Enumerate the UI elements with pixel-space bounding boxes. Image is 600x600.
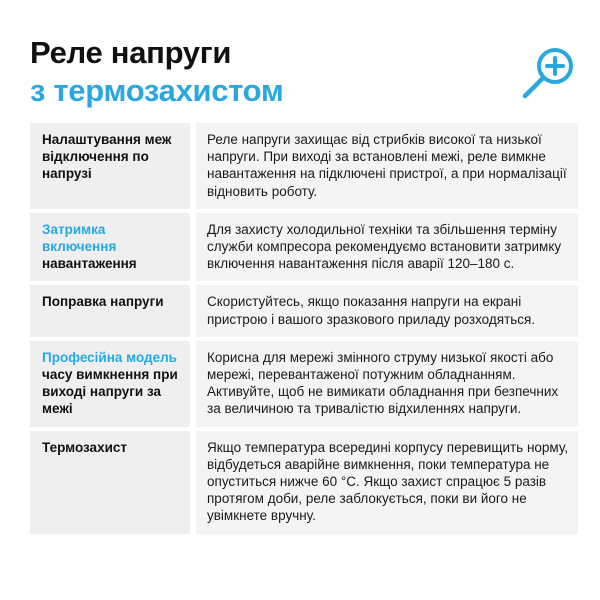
feature-label-text: Поправка напруги xyxy=(42,294,164,310)
zoom-in-icon xyxy=(520,42,580,102)
feature-description: Для захисту холодильної техніки та збільшення терміну служби компресора рекомендуємо встановити затримку включення навантаження після аварії 120–180 с. xyxy=(190,213,578,282)
feature-label xyxy=(30,341,190,427)
feature-label-accent: Затримка включення xyxy=(42,221,117,254)
feature-description: Реле напруги захищає від стрибків високої та низької напруги. При виході за встановлені межі, реле вимкне навантаження на підключені пристрої, а при нормалізації відновить роботу. xyxy=(190,123,578,209)
feature-label-text: навантаження xyxy=(42,255,137,271)
feature-label xyxy=(30,123,190,209)
feature-label-accent: Професійна модель xyxy=(42,349,177,365)
feature-row-thermal-protection xyxy=(30,431,578,534)
feature-table xyxy=(30,123,578,538)
feature-label-text: часу вимкнення при виході напруги за межі xyxy=(42,366,178,416)
feature-description: Якщо температура всередині корпусу перевищить норму, відбудеться аварійне вимкнення, поки температура не опуститься нижче 60 °С. Якщо захист спрацює 5 разів протягом доби, реле заблокується, поки ви його не увімкнете вручну. xyxy=(190,431,578,534)
feature-description: Скористуйтесь, якщо показання напруги на екрані пристрою і вашого зразкового приладу розходяться. xyxy=(190,285,578,336)
page-title xyxy=(30,34,284,110)
feature-label-text: Термозахист xyxy=(42,439,127,455)
feature-label xyxy=(30,285,190,336)
feature-description: Корисна для мережі змінного струму низької якості або мережі, перевантаженої потужним обладнанням. Активуйте, щоб не вимикати обладнання при безпечних за величиною та тривалістю відхиленнях напруги. xyxy=(190,341,578,427)
feature-label-text: Налаштування меж відключення по напрузі xyxy=(42,132,172,181)
feature-row-switch-on-delay xyxy=(30,213,578,282)
feature-row-voltage-correction xyxy=(30,285,578,336)
feature-label xyxy=(30,213,190,282)
feature-row-pro-model xyxy=(30,341,578,427)
title-line-2: з термозахистом xyxy=(30,73,284,108)
feature-row-voltage-limits xyxy=(30,123,578,209)
title-line-1: Реле напруги xyxy=(30,35,232,70)
feature-label xyxy=(30,431,190,534)
